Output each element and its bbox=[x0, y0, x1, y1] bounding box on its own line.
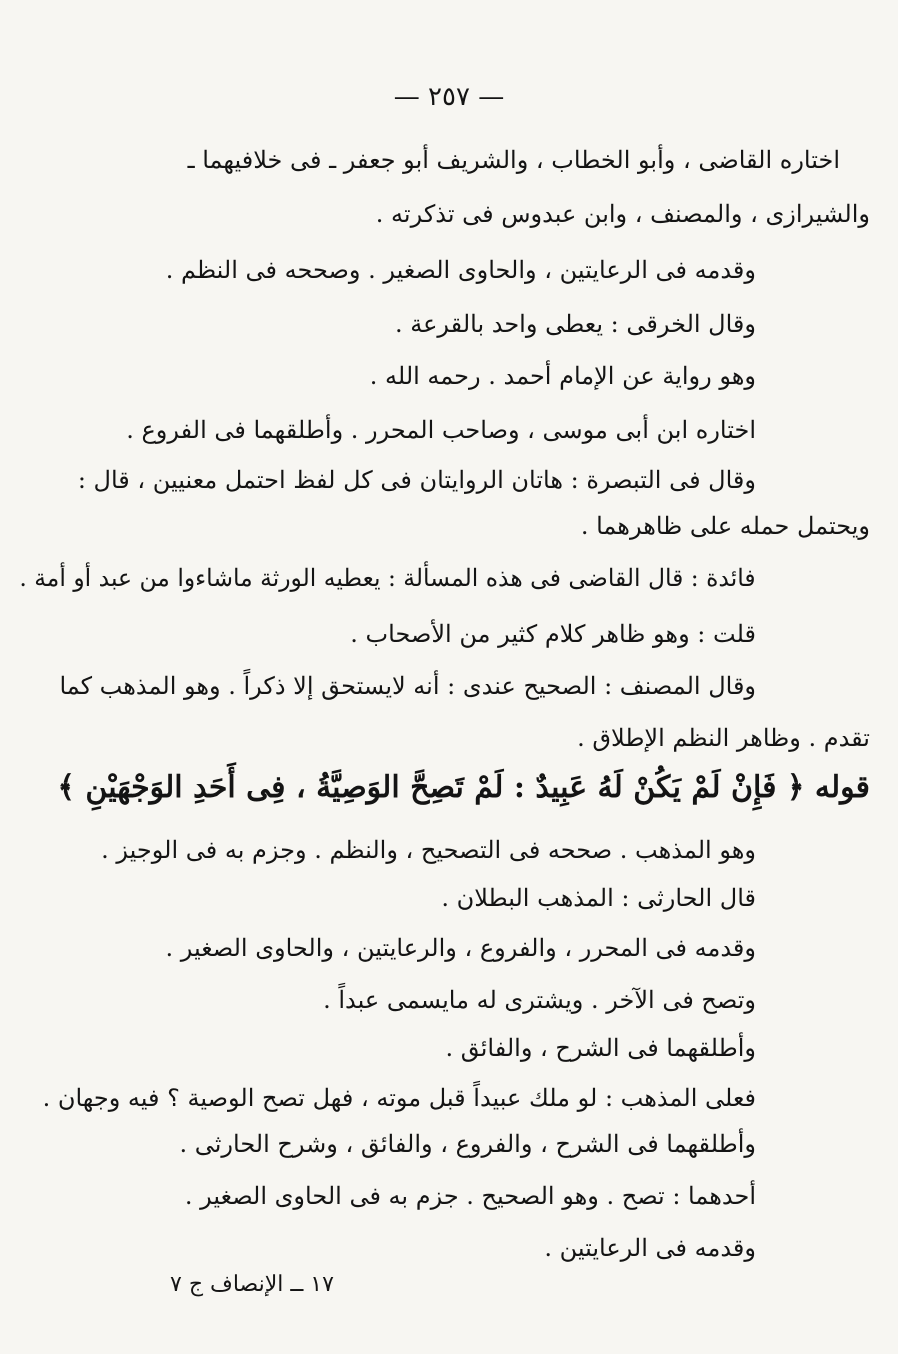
text-line: اختاره ابن أبى موسى ، وصاحب المحرر . وأطلقهما فى الفروع . bbox=[126, 416, 756, 444]
text-line: وقدمه فى المحرر ، والفروع ، والرعايتين ، والحاوى الصغير . bbox=[165, 934, 756, 962]
footer-signature: ١٧ ــ الإنصاف ج ٧ bbox=[170, 1272, 334, 1297]
text-line: اختاره القاضى ، وأبو الخطاب ، والشريف أبو جعفر ـ فى خلافيهما ـ bbox=[187, 146, 840, 174]
text-line: وهو رواية عن الإمام أحمد . رحمه الله . bbox=[369, 362, 756, 390]
text-line: وأطلقهما فى الشرح ، والفائق . bbox=[445, 1034, 756, 1062]
text-line: وهو المذهب . صححه فى التصحيح ، والنظم . وجزم به فى الوجيز . bbox=[101, 836, 756, 864]
text-line: وقال الخرقى : يعطى واحد بالقرعة . bbox=[394, 310, 756, 338]
text-line: والشيرازى ، والمصنف ، وابن عبدوس فى تذكرته . bbox=[375, 200, 870, 228]
text-line: فعلى المذهب : لو ملك عبيداً قبل موته ، فهل تصح الوصية ؟ فيه وجهان . bbox=[42, 1084, 756, 1112]
page-number: — ٢٥٧ — bbox=[393, 82, 505, 112]
text-line: أحدهما : تصح . وهو الصحيح . جزم به فى الحاوى الصغير . bbox=[184, 1182, 756, 1210]
text-line: وقال فى التبصرة : هاتان الروايتان فى كل لفظ احتمل معنيين ، قال : bbox=[77, 466, 756, 494]
text-line: قلت : وهو ظاهر كلام كثير من الأصحاب . bbox=[350, 620, 756, 648]
text-line: وتصح فى الآخر . ويشترى له مايسمى عبداً . bbox=[323, 986, 756, 1014]
note-line: فائدة : قال القاضى فى هذه المسألة : يعطيه الورثة ماشاءوا من عبد أو أمة . bbox=[19, 564, 756, 592]
quoted-heading-line: قوله ﴿ فَإِنْ لَمْ يَكُنْ لَهُ عَبِيدٌ : لَمْ تَصِحَّ الوَصِيَّةُ ، فِى أَحَدِ الوَجْهَيْنِ ﴾ bbox=[57, 770, 870, 805]
text-line: وقدمه فى الرعايتين ، والحاوى الصغير . وصححه فى النظم . bbox=[165, 256, 756, 284]
text-line: وقال المصنف : الصحيح عندى : أنه لايستحق إلا ذكراً . وهو المذهب كما bbox=[59, 672, 756, 700]
text-line: وقدمه فى الرعايتين . bbox=[544, 1234, 756, 1262]
text-line: وأطلقهما فى الشرح ، والفروع ، والفائق ، وشرح الحارثى . bbox=[179, 1130, 756, 1158]
text-line: تقدم . وظاهر النظم الإطلاق . bbox=[577, 724, 870, 752]
text-line: قال الحارثى : المذهب البطلان . bbox=[441, 884, 756, 912]
text-line: ويحتمل حمله على ظاهرهما . bbox=[580, 512, 870, 540]
